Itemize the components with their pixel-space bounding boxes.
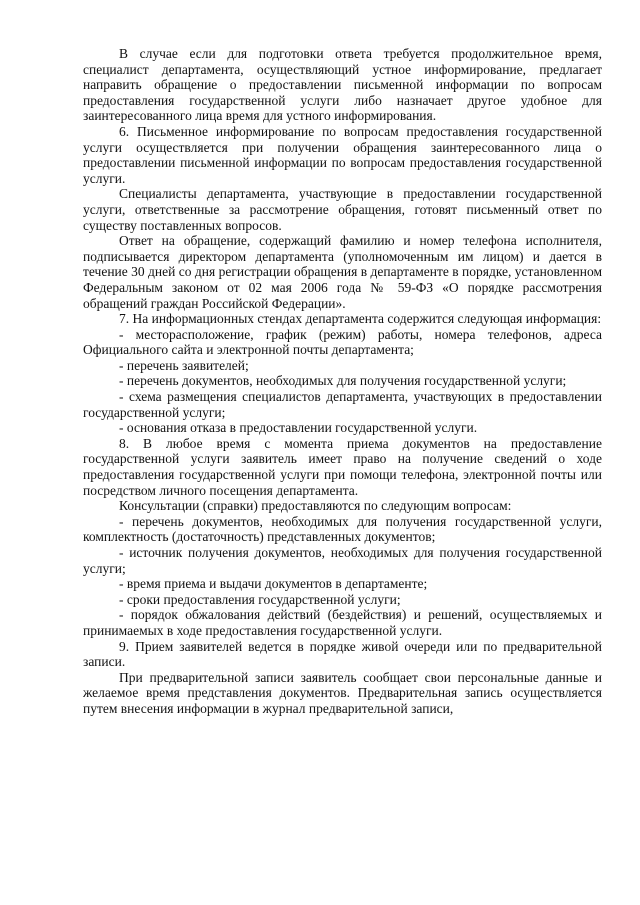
paragraph-specialists: Специалисты департамента, участвующие в предоставлении государственной услуги, ответственные за рассмотрение обращения, готовят письменный ответ по существу поставленных вопросов. xyxy=(83,186,602,233)
list-item-terms: - сроки предоставления государственной услуги; xyxy=(119,591,401,607)
paragraph-consultations: Консультации (справки) предоставляются по следующим вопросам: xyxy=(119,498,512,514)
list-item-appeal: - порядок обжалования действий (бездействия) и решений, осуществляемых и принимаемых в ходе предоставления государственной услуги. xyxy=(83,607,602,638)
paragraph-preregistration: При предварительной записи заявитель сообщает свои персональные данные и желаемое время представления документов. Предварительная запись осуществляется путем внесения информации в журнал предварительной записи, xyxy=(83,669,602,716)
list-item-location: - месторасположение, график (режим) работы, номера телефонов, адреса Официального сайта и электронной почты департамента; xyxy=(83,326,602,358)
paragraph-9-reception: 9. Прием заявителей ведется в порядке живой очереди или по предварительной записи. xyxy=(83,638,602,670)
list-item-documents: - перечень документов, необходимых для получения государственной услуги; xyxy=(119,373,567,389)
list-item-applicants: - перечень заявителей; xyxy=(119,357,249,373)
list-item-time: - время приема и выдачи документов в департаменте; xyxy=(119,576,428,592)
paragraph-long-preparation: В случае если для подготовки ответа требуется продолжительное время, специалист департамента, осуществляющий устное информирование, предлагает направить обращение о предоставлении письменной информации по вопросам предоставления государственной услуги либо назначает другое удобное для заинтересованного лица время для устного информирования. xyxy=(83,46,602,124)
paragraph-8-status: 8. В любое время с момента приема документов на предоставление государственной услуги заявитель имеет право на получение сведений о ходе предоставления государственной услуги при помощи телефона, электронной почты или посредством личного посещения департамента. xyxy=(83,435,602,498)
list-item-doc-list: - перечень документов, необходимых для получения государственной услуги, комплектность (достаточность) представленных документов; xyxy=(83,513,602,545)
list-item-scheme: - схема размещения специалистов департамента, участвующих в предоставлении государственной услуги; xyxy=(83,389,602,420)
paragraph-reply: Ответ на обращение, содержащий фамилию и номер телефона исполнителя, подписывается директором департамента (уполномоченным им лицом) и дается в течение 30 дней со дня регистрации обращения в департаменте в порядке, установленном Федеральным законом от 02 мая 2006 года № 59-ФЗ «О порядке рассмотрения обращений граждан Российской Федерации». xyxy=(83,233,602,311)
paragraph-6-written-info: 6. Письменное информирование по вопросам предоставления государственной услуги осуществляется при получении обращения заинтересованного лица о предоставлении письменной информации по вопросам предоставления государственной услуги. xyxy=(83,123,602,186)
list-item-refusal: - основания отказа в предоставлении государственной услуги. xyxy=(119,420,478,436)
list-item-source: - источник получения документов, необходимых для получения государственной услуги; xyxy=(83,545,602,576)
paragraph-7-stands: 7. На информационных стендах департамента содержится следующая информация: xyxy=(119,311,602,327)
